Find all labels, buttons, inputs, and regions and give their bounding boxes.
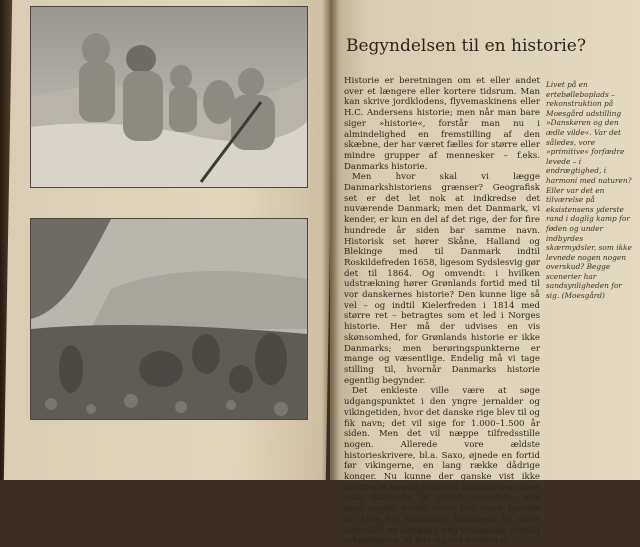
photo-diorama-top: [30, 6, 308, 188]
photo-caption: Livet på en ertebølleboplads – rekonstruktion på Moesgård udstilling »Danskeren og den ædle vilde«. Var det således, vore »primitive« forfædre levede – i endrægtighed, i harmoni med naturen? Eller var det en tilværelse på eksistensens yderste rand i daglig kamp for føden og under indbyrdes skærmydsler, som ikke levnede nogen nogen overskud? Begge scenerier har sandsynligheden for sig. (Moesgård): [546, 80, 632, 301]
photo-diorama-bottom: [30, 218, 308, 420]
book-gutter: [322, 0, 340, 480]
diorama-top-illustration: [31, 7, 307, 187]
paragraph-1: Historie er beretningen om et eller andet over et længere eller kortere tidsrum. Man kan skrive jordklodens, flyvemaskinens eller H.C. Andersens historie; men når man bare siger »historie«, forstår man nu i almindelighed en fremstilling af den skæbne, der har været fælles for større eller mindre grupper af mennesker – f.eks. Danmarks historie.: [344, 76, 540, 172]
diorama-bottom-illustration: [31, 219, 307, 419]
body-text: [344, 76, 540, 547]
paragraph-2: Men hvor skal vi lægge Danmarkshistoriens grænser? Geografisk set er det let nok at indkredse det nuværende Danmark; men det Danmark, vi kender, er kun en del af det rige, der for fire hundrede år siden bar samme navn. Historisk set hører Skåne, Halland og Blekinge med til Danmark indtil Roskildefreden 1658, ligesom Sydslesvig gør det til 1864. Og omvendt: i hvilken udstrækning hører Grønlands fortid med til vor danskernes historie? Den kunne lige så vel – og indtil Kielerfreden i 1814 med større ret – betragtes som et led i Norges historie. Her må der udvises en vis skønsomhed, for Grønlands historie er ikke Danmarks; men berøringspunkterne er mange og væsentlige. Endelig må vi tage stilling til, hvornår Danmarks historie egentlig begynder.: [344, 172, 540, 386]
chapter-heading: Begyndelsen til en historie?: [346, 36, 586, 56]
paragraph-3: Det enkleste ville være at søge udgangspunktet i den yngre jernalder og vikingetiden, hvor det danske rige blev til og fik navn; det vil sige for 1.000–1.500 år siden. Men det vil næppe tilfredsstille nogen. Allerede vore ældste historieskrivere, bl.a. Saxo, øjnede en fortid før vikingerne, en lang række dådrige konger. Nu kunne der ganske vist ikke knyttes et eneste årstal til fortællingen; men man skønnede, at denne »sagntid«, som man sagde, havde varet hen imod tusinde år. Men for halvandet hundrede år siden begyndte en dengang ung videnskab, nemlig arkæologien, at kile sig ind mellem al: [344, 386, 540, 547]
